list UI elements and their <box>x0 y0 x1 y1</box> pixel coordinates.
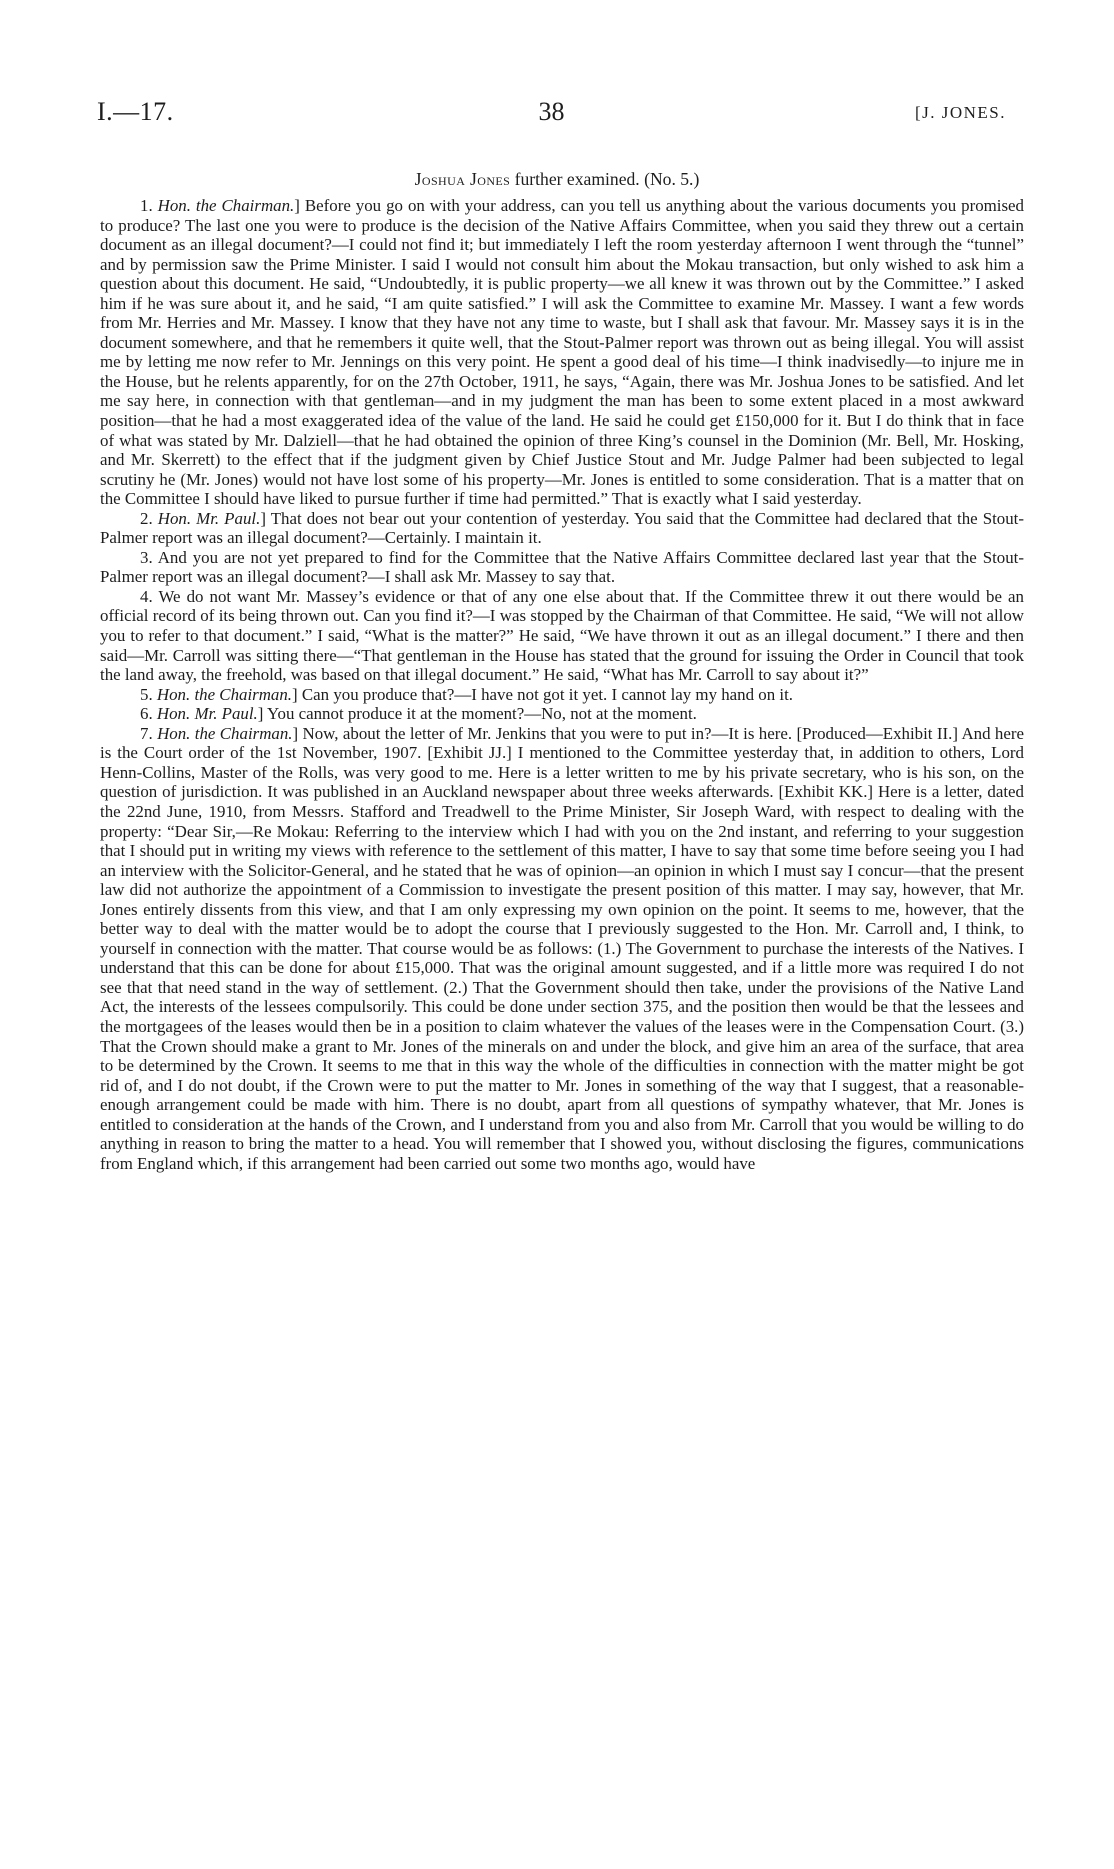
paragraph-text: We do not want Mr. Massey’s evidence or that of any one else about that. If the Committee threw it out there would be an official record of its being thrown out. Can you find it?—I was stopped by the Chairman of that Committee. He said, “We will not allow you to refer to that document.” I said, “What is the matter?” He said, “We have thrown it out as an illegal document.” I there and then said—Mr. Carroll was sitting there—“That gentleman in the House has stated that the ground for issuing the Order in Council that took the land away, the freehold, was based on that illegal document.” He said, “What has Mr. Carroll to say about it?” <box>100 586 1024 685</box>
witness-name: Joshua Jones <box>414 169 511 189</box>
speaker-name: Hon. the Chairman. <box>157 196 295 215</box>
paragraph-3 <box>100 548 1024 587</box>
page-number: 38 <box>538 97 565 126</box>
paragraph-number: 2. <box>140 508 153 528</box>
paragraph-number: 1. <box>140 196 153 215</box>
paragraph-text: ] Can you produce that?—I have not got it yet. I cannot lay my hand on it. <box>292 684 794 704</box>
section-title <box>0 169 1114 190</box>
paragraph-6 <box>100 704 1024 724</box>
speaker-name: Hon. the Chairman. <box>157 723 293 743</box>
paragraph-text: And you are not yet prepared to find for the Committee that the Native Affairs Committee declared last year that the Stout-Palmer report was an illegal document?—I shall ask Mr. Massey to say that. <box>100 547 1024 587</box>
running-head: [J. JONES. <box>914 103 1006 122</box>
paragraph-number: 3. <box>140 547 153 567</box>
paragraph-text: ] You cannot produce it at the moment?—No, not at the moment. <box>257 704 697 724</box>
paragraph-number: 6. <box>140 704 153 724</box>
paragraph-5 <box>100 685 1024 705</box>
paragraph-7 <box>100 724 1024 1174</box>
paragraph-text: ] Now, about the letter of Mr. Jenkins that you were to put in?—It is here. [Produced—Exhibit II.] And here is the Court order of the 1st November, 1907. [Exhibit JJ.] I mentioned to the Committee yesterday that, in addition to others, Lord Henn-Collins, Master of the Rolls, was very good to me. Here is a letter written to me by his private secretary, who is his son, on the question of jurisdiction. It was published in an Auckland newspaper about three weeks afterwards. [Exhibit KK.] Here is a letter, dated the 22nd June, 1910, from Messrs. Stafford and Treadwell to the Prime Minister, Sir Joseph Ward, with respect to dealing with the property: “Dear Sir,—Re Mokau: Referring to the interview which I had with you on the 2nd instant, and referring to your suggestion that I should put in writing my views with reference to the settlement of this matter, I have to say that some time before seeing you I had an interview with the Solicitor-General, and he stated that he was of opinion—an opinion in which I must say I concur—that the present law did not authorize the appointment of a Commission to investigate the present position of this matter. I may say, however, that Mr. Jones entirely dissents from this view, and that I am only expressing my own opinion on the point. It seems to me, however, that the better way to deal with the matter would be to adopt the course that I previously suggested to the Hon. Mr. Carroll and, I think, to yourself in connection with the matter. That course would be as follows: (1.) The Government to purchase the interests of the Natives. I understand that this can be done for about £15,000. That was the original amount suggested, and if a little more was required I do not see that that need stand in the way of settlement. (2.) That the Government should then take, under the provisions of the Native Land Act, the interests of the lessees compulsorily. This could be done under section 375, and the position then would be that the lessees and the mortgagees of the leases would then be in a position to claim whatever the values of the leases were in the Compensation Court. (3.) That the Crown should make a grant to Mr. Jones of the minerals on and under the block, and give him an area of the surface, that area to be determined by the Crown. It seems to me that in this way the whole of the difficulties in connection with the matter might be got rid of, and I do not doubt, if the Crown were to put the matter to Mr. Jones in something of the way that I suggest, that a reasonable-enough arrangement could be made with him. There is no doubt, apart from all questions of sympathy whatever, that Mr. Jones is entitled to consideration at the hands of the Crown, and I understand from you and also from Mr. Carroll that you would be willing to do anything in reason to bring the matter to a head. You will remember that I showed you, without disclosing the figures, communications from England which, if this arrangement had been carried out some two months ago, would have <box>100 723 1024 1173</box>
paragraph-number: 4. <box>140 586 153 606</box>
paragraph-1 <box>100 196 1024 509</box>
paragraph-2 <box>100 509 1024 548</box>
speaker-name: Hon. the Chairman. <box>156 684 293 704</box>
paragraph-number: 5. <box>140 684 153 704</box>
body-text <box>100 196 1024 1173</box>
paragraph-number: 7. <box>140 723 153 743</box>
paper-reference: I.—17. <box>97 97 174 126</box>
paragraph-4 <box>100 587 1024 685</box>
speaker-name: Hon. Mr. Paul. <box>157 508 261 528</box>
paragraph-text: ] That does not bear out your contention of yesterday. You said that the Committee had declared that the Stout-Palmer report was an illegal document?—Certainly. I maintain it. <box>100 508 1024 548</box>
page-header <box>97 97 1006 137</box>
title-rest: further examined. (No. 5.) <box>510 169 700 189</box>
speaker-name: Hon. Mr. Paul. <box>156 704 258 724</box>
paragraph-text: ] Before you go on with your address, can you tell us anything about the various documents you promised to produce? The last one you were to produce is the decision of the Native Affairs Committee, when you said they threw out a certain document as an illegal document?—I could not find it; but immediately I left the room yesterday afternoon I went through the “tunnel” and by permission saw the Prime Minister. I said I would not consult him about the Mokau transaction, but only wished to ask him a question about this document. He said, “Undoubtedly, it is public property—we all knew it was thrown out by the Committee.” I asked him if he was sure about it, and he said, “I am quite satisfied.” I will ask the Committee to examine Mr. Massey. I want a few words from Mr. Herries and Mr. Massey. I know that they have not any time to waste, but I shall ask that favour. Mr. Massey says it is in the document somewhere, and that he remembers it quite well, that the Stout-Palmer report was thrown out as being illegal. You will assist me by letting me now refer to Mr. Jennings on this very point. He spent a good deal of his time—I think inadvisedly—to injure me in the House, but he relents apparently, for on the 27th October, 1911, he says, “Again, there was Mr. Joshua Jones to be satisfied. And let me say here, in connection with that gentleman—and in my judgment the man has been to some extent placed in a most awkward position—that he had a most exaggerated idea of the value of the land. He said he could get £150,000 for it. But I do think that in face of what was stated by Mr. Dalziell—that he had obtained the opinion of three King’s counsel in the Dominion (Mr. Bell, Mr. Hosking, and Mr. Skerrett) to the effect that if the judgment given by Chief Justice Stout and Mr. Judge Palmer had been subjected to legal scrutiny he (Mr. Jones) would not have lost some of his property—Mr. Jones is entitled to some consideration. That is a matter that on the Committee I should have liked to pursue further if time had permitted.” That is exactly what I said yesterday. <box>100 196 1024 509</box>
